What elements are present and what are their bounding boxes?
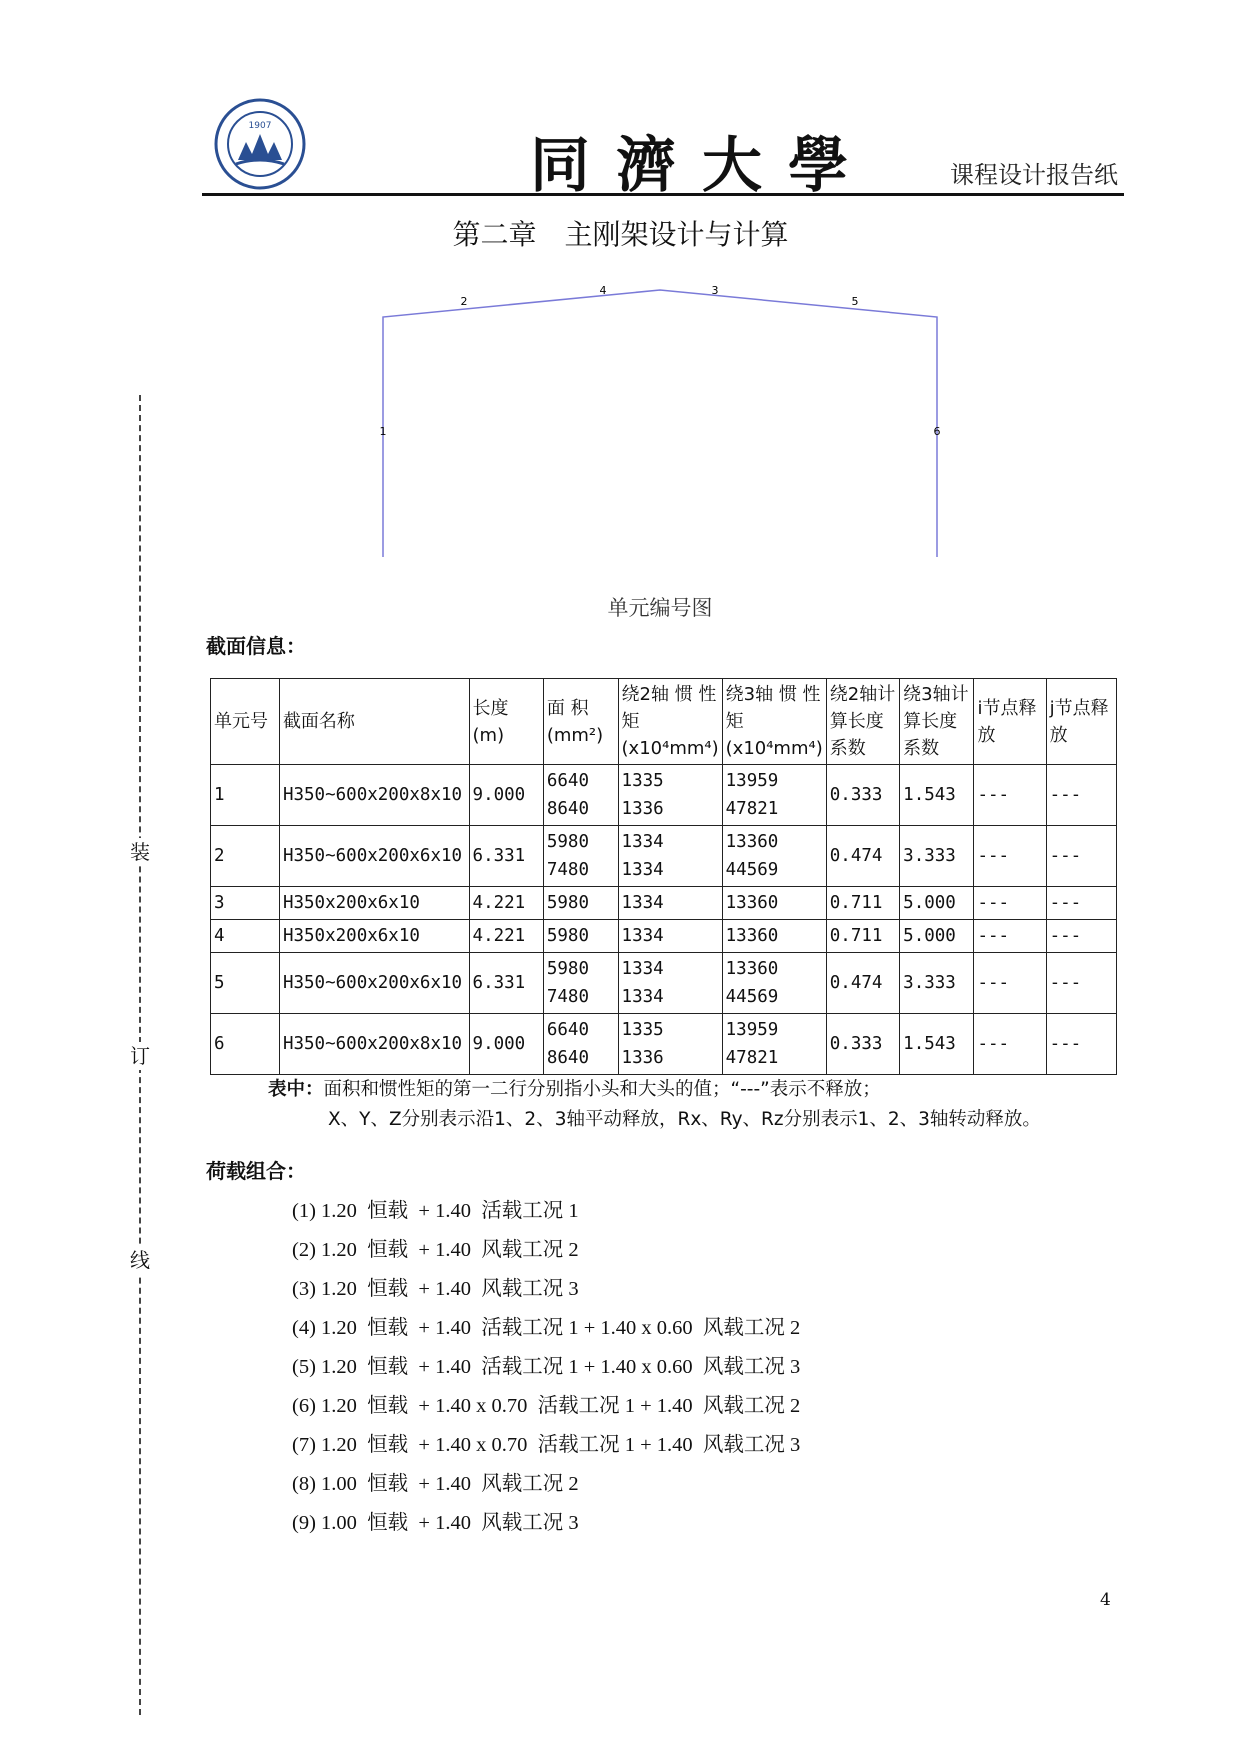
cell-length: 6.331 [469,826,543,887]
cell-length: 4.221 [469,920,543,953]
cell-inertia-2: 1334 [618,887,722,920]
cell-area: 5980 [543,887,618,920]
cell-j-release: --- [1046,826,1116,887]
cell-factor-2: 0.711 [826,887,899,920]
load-combo-item: (6) 1.20 恒载 + 1.40 x 0.70 活载工况 1 + 1.40 风载工况 2 [292,1395,801,1417]
cell-i-release: --- [974,826,1046,887]
load-combo-item: (8) 1.00 恒载 + 1.40 风载工况 2 [292,1473,579,1495]
col-header-area: 面 积 (mm²) [543,679,618,765]
table-row [211,920,1117,953]
cell-inertia-2: 1335 1336 [618,1014,722,1075]
cell-inertia-3: 13360 44569 [722,826,826,887]
cell-inertia-3: 13360 [722,887,826,920]
element-label-1: 1 [379,425,387,438]
cell-factor-3: 5.000 [900,887,974,920]
cell-inertia-3: 13360 [722,920,826,953]
cell-factor-2: 0.474 [826,953,899,1014]
col-header-inertia-3: 绕3轴 惯 性 矩 (x10⁴mm⁴) [722,679,826,765]
cell-name: H350~600x200x8x10 [279,765,469,826]
load-combo-item: (1) 1.20 恒载 + 1.40 活载工况 1 [292,1200,579,1222]
table-header-row [211,679,1117,765]
cell-id: 3 [211,887,280,920]
cell-area: 5980 7480 [543,826,618,887]
frame-diagram-caption: 单元编号图 [607,596,713,620]
cell-length: 6.331 [469,953,543,1014]
col-header-inertia-2: 绕2轴 惯 性 矩 (x10⁴mm⁴) [618,679,722,765]
cell-name: H350x200x6x10 [279,887,469,920]
section-info-heading: 截面信息： [206,634,306,658]
cell-name: H350x200x6x10 [279,920,469,953]
cell-j-release: --- [1046,920,1116,953]
cell-id: 2 [211,826,280,887]
cell-i-release: --- [974,1014,1046,1075]
table-row [211,953,1117,1014]
cell-id: 4 [211,920,280,953]
binding-char-ding: 订 [126,1042,154,1070]
table-note-line-2: X、Y、Z分别表示沿1、2、3轴平动释放，Rx、Ry、Rz分别表示1、2、3轴转动释放。 [328,1109,1041,1130]
cell-area: 5980 7480 [543,953,618,1014]
load-combo-item: (4) 1.20 恒载 + 1.40 活载工况 1 + 1.40 x 0.60 风载工况 2 [292,1317,801,1339]
table-note-text-1: 面积和惯性矩的第一二行分别指小头和大头的值；“---”表示不释放； [323,1079,881,1100]
element-label-6: 6 [933,425,941,438]
element-label-5: 5 [851,295,859,308]
element-label-2: 2 [460,295,468,308]
col-header-length-factor-3: 绕3轴计算长度系数 [900,679,974,765]
cell-inertia-3: 13360 44569 [722,953,826,1014]
cell-factor-2: 0.474 [826,826,899,887]
cell-inertia-2: 1335 1336 [618,765,722,826]
cell-name: H350~600x200x6x10 [279,953,469,1014]
cell-name: H350~600x200x8x10 [279,1014,469,1075]
cell-id: 6 [211,1014,280,1075]
cell-factor-2: 0.711 [826,920,899,953]
load-combo-item: (2) 1.20 恒载 + 1.40 风载工况 2 [292,1239,579,1261]
table-row [211,826,1117,887]
cell-length: 4.221 [469,887,543,920]
cell-i-release: --- [974,953,1046,1014]
col-header-length-factor-2: 绕2轴计算长度系数 [826,679,899,765]
cell-area: 6640 8640 [543,765,618,826]
header-rule [202,193,1124,196]
cell-id: 5 [211,953,280,1014]
load-combo-item: (5) 1.20 恒载 + 1.40 活载工况 1 + 1.40 x 0.60 风载工况 3 [292,1356,801,1378]
cell-inertia-2: 1334 1334 [618,953,722,1014]
logo-year-text: 1907 [248,121,272,131]
cell-length: 9.000 [469,1014,543,1075]
frame-outline [383,290,937,557]
cell-inertia-2: 1334 1334 [618,826,722,887]
university-logo [214,98,306,190]
element-label-4: 4 [599,284,607,297]
load-combos-heading: 荷载组合： [206,1159,306,1183]
cell-j-release: --- [1046,765,1116,826]
cell-j-release: --- [1046,887,1116,920]
col-header-i-release: i节点释放 [974,679,1046,765]
cell-factor-3: 5.000 [900,920,974,953]
cell-name: H350~600x200x6x10 [279,826,469,887]
header-subtitle: 课程设计报告纸 [950,161,1118,189]
cell-factor-2: 0.333 [826,765,899,826]
col-header-j-release: j节点释放 [1046,679,1116,765]
cell-area: 6640 8640 [543,1014,618,1075]
table-note-label: 表中： [268,1079,324,1100]
col-header-length: 长度(m) [469,679,543,765]
table-note-line-1 [268,1075,881,1101]
cell-j-release: --- [1046,953,1116,1014]
page-number: 4 [1100,1590,1111,1610]
col-header-id: 单元号 [211,679,280,765]
section-info-table [210,678,1117,1075]
table-row [211,765,1117,826]
table-row [211,887,1117,920]
cell-inertia-3: 13959 47821 [722,1014,826,1075]
cell-inertia-3: 13959 47821 [722,765,826,826]
chapter-title: 第二章 主刚架设计与计算 [452,218,789,251]
load-combo-item: (9) 1.00 恒载 + 1.40 风载工况 3 [292,1512,579,1534]
col-header-name: 截面名称 [279,679,469,765]
cell-factor-3: 3.333 [900,953,974,1014]
cell-inertia-2: 1334 [618,920,722,953]
load-combo-item: (3) 1.20 恒载 + 1.40 风载工况 3 [292,1278,579,1300]
frame-element-diagram [370,275,950,560]
cell-length: 9.000 [469,765,543,826]
cell-i-release: --- [974,920,1046,953]
element-label-3: 3 [711,284,719,297]
cell-i-release: --- [974,765,1046,826]
load-combo-item: (7) 1.20 恒载 + 1.40 x 0.70 活载工况 1 + 1.40 风载工况 3 [292,1434,801,1456]
table-row [211,1014,1117,1075]
cell-factor-2: 0.333 [826,1014,899,1075]
binding-char-xian: 线 [126,1246,154,1274]
university-name: 同濟大學 [530,131,874,201]
cell-i-release: --- [974,887,1046,920]
cell-factor-3: 1.543 [900,765,974,826]
cell-factor-3: 3.333 [900,826,974,887]
binding-char-zhuang: 装 [126,838,154,866]
cell-id: 1 [211,765,280,826]
cell-area: 5980 [543,920,618,953]
cell-j-release: --- [1046,1014,1116,1075]
cell-factor-3: 1.543 [900,1014,974,1075]
